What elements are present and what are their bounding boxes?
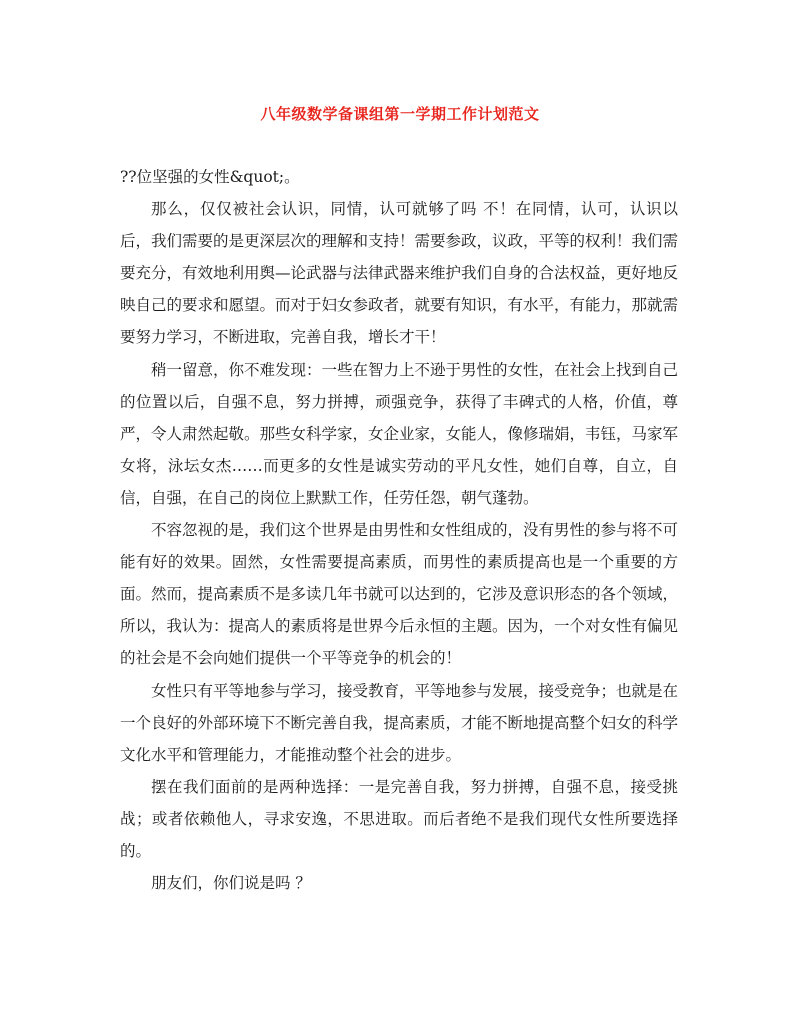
paragraph-4: 不容忽视的是，我们这个世界是由男性和女性组成的，没有男性的参与将不可能有好的效果。固然，女性需要提高素质，而男性的素质提高也是一个重要的方面。然而，提高素质不是多读几年书就可以达到的，它涉及意识形态的各个领域，所以，我认为：提高人的素质将是世界今后永恒的主题。因为，一个对女性有偏见的社会是不会向她们提供一个平等竞争的机会的！ [120, 521, 679, 668]
document-body [120, 161, 678, 899]
paragraph-7: 朋友们，你们说是吗 ？ [151, 874, 311, 893]
paragraph-6: 摆在我们面前的是两种选择：一是完善自我，努力拼搏，自强不息，接受挑战；或者依赖他人，寻求安逸，不思进取。而后者绝不是我们现代女性所要选择的。 [120, 777, 678, 860]
document-title: 八年级数学备课组第一学期工作计划范文 [260, 105, 540, 123]
paragraph-3: 稍一留意，你不难发现：一些在智力上不逊于男性的女性，在社会上找到自己的位置以后，自强不息，努力拼搏，顽强竞争，获得了丰碑式的人格，价值，尊严，令人肃然起敬。那些女科学家，女企业家，女能人，像修瑞娟，韦钰，马家军女将，泳坛女杰……而更多的女性是诚实劳动的平凡女性，她们自尊，自立，自信，自强，在自己的岗位上默默工作，任劳任怨，朝气蓬勃。 [120, 360, 679, 507]
paragraph-5: 女性只有平等地参与学习，接受教育，平等地参与发展，接受竞争；也就是在一个良好的外部环境下不断完善自我，提高素质，才能不断地提高整个妇女的科学文化水平和管理能力，才能推动整个社会的进步。 [120, 681, 679, 764]
paragraph-1: ??位坚强的女性&quot;。 [120, 168, 300, 186]
paragraph-2: 那么，仅仅被社会认识，同情，认可就够了吗 不！在同情，认可，认识以后，我们需要的是更深层次的理解和支持！需要参政，议政，平等的权利！我们需要充分，有效地利用舆—论武器与法律武器来维护我们自身的合法权益，更好地反映自己的要求和愿望。而对于妇女参政者，就要有知识，有水平，有能力，那就需要努力学习，不断进取，完善自我，增长才干！ [120, 200, 679, 347]
